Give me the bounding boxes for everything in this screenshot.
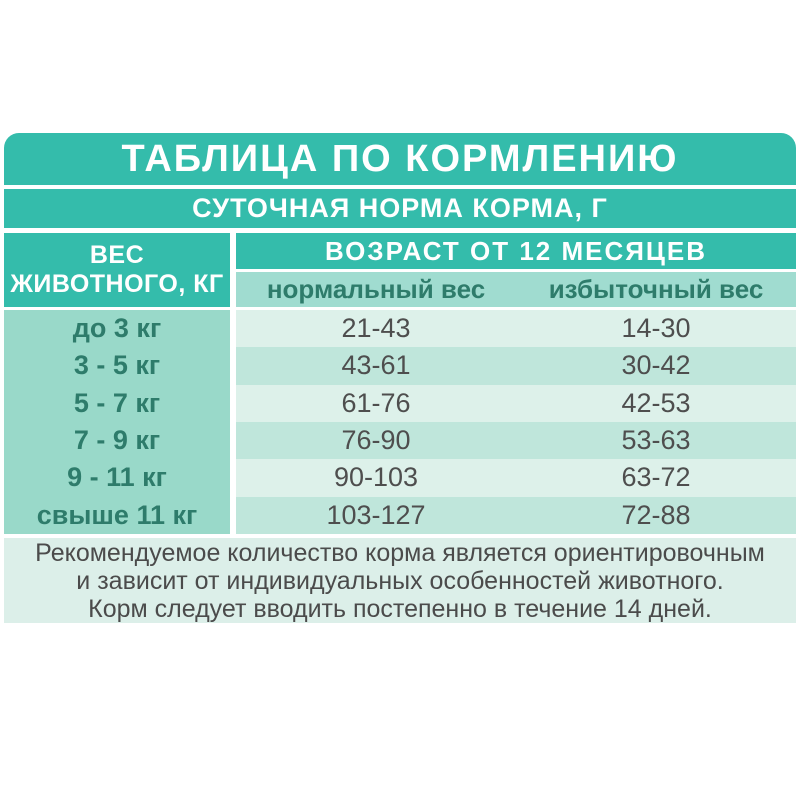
sub-column-headers bbox=[236, 272, 796, 307]
normal-weight-value: 43-61 bbox=[236, 347, 516, 384]
table-row bbox=[4, 422, 796, 459]
table-header bbox=[4, 233, 796, 307]
table-row bbox=[4, 385, 796, 422]
table-row bbox=[4, 497, 796, 534]
weight-label: 7 - 9 кг bbox=[4, 422, 230, 459]
feeding-table-card bbox=[4, 133, 796, 623]
normal-weight-value: 61-76 bbox=[236, 385, 516, 422]
weight-label: до 3 кг bbox=[4, 310, 230, 347]
excess-weight-value: 42-53 bbox=[516, 385, 796, 422]
table-row bbox=[4, 347, 796, 384]
weight-header-line1: ВЕС bbox=[89, 241, 145, 270]
weight-header-line2: ЖИВОТНОГО, КГ bbox=[10, 270, 224, 298]
normal-weight-value: 90-103 bbox=[236, 459, 516, 496]
normal-weight-column-header: нормальный вес bbox=[266, 274, 486, 304]
page-title: ТАБЛИЦА ПО КОРМЛЕНИЮ bbox=[4, 133, 796, 185]
excess-weight-value: 63-72 bbox=[516, 459, 796, 496]
table-row bbox=[4, 310, 796, 347]
weight-label: 9 - 11 кг bbox=[4, 459, 230, 496]
weight-column-header bbox=[4, 233, 230, 307]
note-line: Корм следует вводить постепенно в течение 14 дней. bbox=[88, 594, 712, 623]
normal-weight-value: 21-43 bbox=[236, 310, 516, 347]
note-line: и зависит от индивидуальных особенностей животного. bbox=[76, 566, 724, 595]
age-column-group bbox=[236, 233, 796, 307]
daily-norm-subtitle: СУТОЧНАЯ НОРМА КОРМА, Г bbox=[4, 189, 796, 228]
weight-label: 3 - 5 кг bbox=[4, 347, 230, 384]
excess-weight-value: 53-63 bbox=[516, 422, 796, 459]
normal-weight-value: 103-127 bbox=[236, 497, 516, 534]
feeding-note bbox=[4, 538, 796, 623]
excess-weight-column-header: избыточный вес bbox=[548, 274, 764, 304]
weight-label: свыше 11 кг bbox=[4, 497, 230, 534]
weight-label: 5 - 7 кг bbox=[4, 385, 230, 422]
table-body bbox=[4, 310, 796, 534]
age-group-header: ВОЗРАСТ ОТ 12 МЕСЯЦЕВ bbox=[236, 233, 796, 269]
normal-weight-value: 76-90 bbox=[236, 422, 516, 459]
excess-weight-value: 14-30 bbox=[516, 310, 796, 347]
table-row bbox=[4, 459, 796, 496]
excess-weight-value: 72-88 bbox=[516, 497, 796, 534]
note-line: Рекомендуемое количество корма является ориентировочным bbox=[35, 538, 765, 567]
excess-weight-value: 30-42 bbox=[516, 347, 796, 384]
